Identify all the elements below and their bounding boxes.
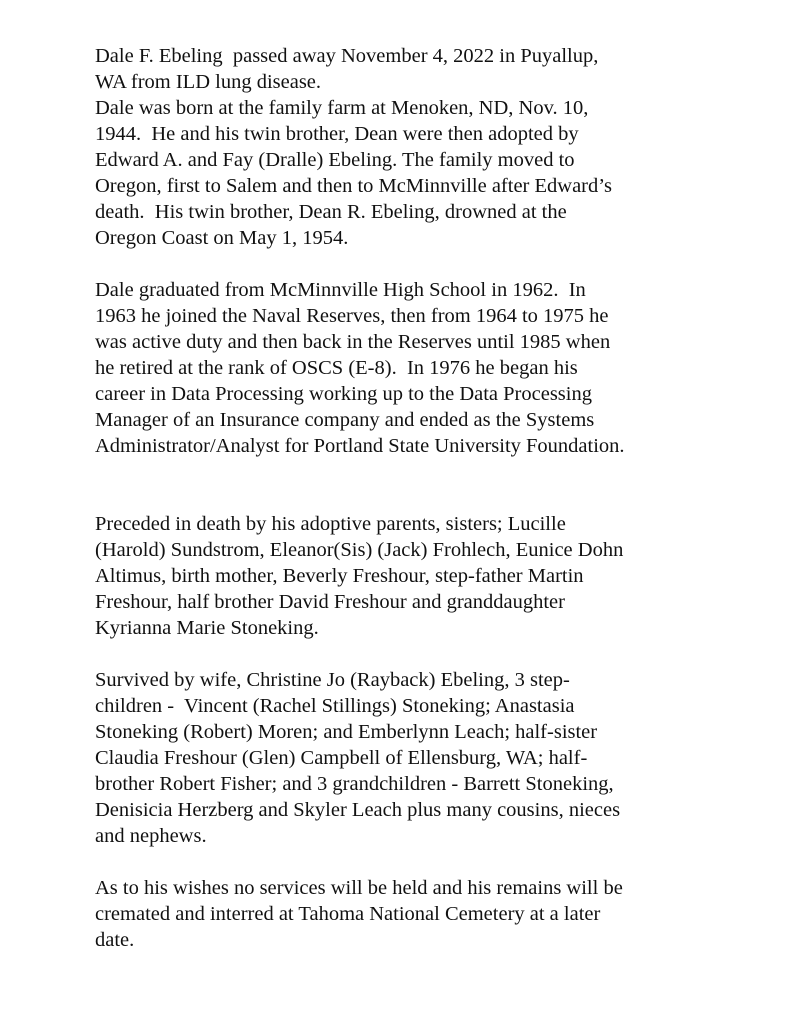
text-line: brother Robert Fisher; and 3 grandchildren - Barrett Stoneking, — [95, 773, 614, 795]
paragraph-survived-by — [95, 667, 775, 849]
text-line: WA from ILD lung disease. — [95, 71, 322, 93]
obituary-document — [95, 43, 775, 953]
text-line: Oregon Coast on May 1, 1954. — [95, 227, 349, 249]
paragraph-spacer — [95, 251, 775, 277]
text-line: As to his wishes no services will be held and his remains will be — [95, 877, 623, 899]
text-line: date. — [95, 929, 135, 951]
text-line: Administrator/Analyst for Portland State University Foundation. — [95, 435, 625, 457]
text-line: Edward A. and Fay (Dralle) Ebeling. The family moved to — [95, 149, 575, 171]
text-line: Freshour, half brother David Freshour and granddaughter — [95, 591, 565, 613]
paragraph-death-and-early-life — [95, 43, 775, 251]
text-line: and nephews. — [95, 825, 207, 847]
text-line: Denisicia Herzberg and Skyler Leach plus many cousins, nieces — [95, 799, 621, 821]
paragraph-career — [95, 277, 775, 459]
paragraph-services — [95, 875, 775, 953]
text-line: death. His twin brother, Dean R. Ebeling, drowned at the — [95, 201, 567, 223]
text-line: he retired at the rank of OSCS (E-8). In 1976 he began his — [95, 357, 578, 379]
text-line: 1944. He and his twin brother, Dean were then adopted by — [95, 123, 579, 145]
paragraph-spacer — [95, 641, 775, 667]
paragraph-preceded-in-death — [95, 511, 775, 641]
text-line: cremated and interred at Tahoma National Cemetery at a later — [95, 903, 601, 925]
text-line: 1963 he joined the Naval Reserves, then from 1964 to 1975 he — [95, 305, 609, 327]
text-line: Dale was born at the family farm at Menoken, ND, Nov. 10, — [95, 97, 589, 119]
text-line: Claudia Freshour (Glen) Campbell of Ellensburg, WA; half- — [95, 747, 588, 769]
text-line: (Harold) Sundstrom, Eleanor(Sis) (Jack) Frohlech, Eunice Dohn — [95, 539, 624, 561]
text-line: children - Vincent (Rachel Stillings) Stoneking; Anastasia — [95, 695, 575, 717]
text-line: was active duty and then back in the Reserves until 1985 when — [95, 331, 611, 353]
text-line: Altimus, birth mother, Beverly Freshour, step-father Martin — [95, 565, 584, 587]
text-line: Preceded in death by his adoptive parents, sisters; Lucille — [95, 513, 566, 535]
text-line: career in Data Processing working up to the Data Processing — [95, 383, 592, 405]
text-line: Survived by wife, Christine Jo (Rayback) Ebeling, 3 step- — [95, 669, 570, 691]
paragraph-spacer — [95, 849, 775, 875]
text-line: Manager of an Insurance company and ended as the Systems — [95, 409, 595, 431]
text-line: Kyrianna Marie Stoneking. — [95, 617, 319, 639]
text-line: Oregon, first to Salem and then to McMinnville after Edward’s — [95, 175, 612, 197]
paragraph-spacer — [95, 459, 775, 511]
text-line: Dale F. Ebeling passed away November 4, 2022 in Puyallup, — [95, 45, 599, 67]
text-line: Stoneking (Robert) Moren; and Emberlynn Leach; half-sister — [95, 721, 598, 743]
text-line: Dale graduated from McMinnville High School in 1962. In — [95, 279, 586, 301]
